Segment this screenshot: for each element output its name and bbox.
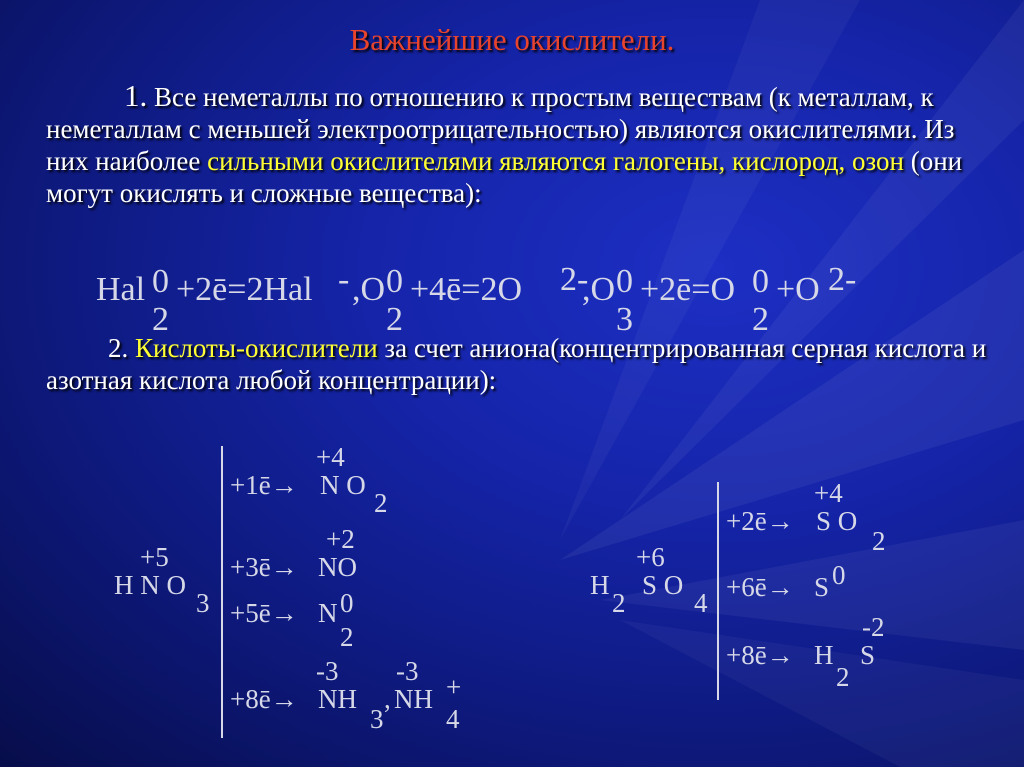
formula-sup: 0 bbox=[616, 263, 633, 300]
nitric-row1-ox: +4 bbox=[316, 442, 345, 472]
formula-sup: 0 bbox=[152, 263, 169, 300]
nitric-acid-scheme bbox=[114, 442, 461, 738]
nitric-row4-sub: 3 bbox=[370, 704, 384, 734]
nitric-row3-product: N bbox=[318, 598, 338, 628]
sulfuric-row3-product2: S bbox=[860, 640, 876, 670]
nitric-row4-sep: , bbox=[384, 684, 391, 714]
nitric-row3-electrons: +5ē→ bbox=[230, 598, 298, 628]
sulfuric-row2-product: S bbox=[814, 572, 830, 602]
formula-text: +2ē=O bbox=[640, 271, 735, 308]
nitric-row4-ox2: -3 bbox=[396, 656, 419, 686]
sulfuric-row3-product: H bbox=[814, 640, 834, 670]
paragraph-text: Все неметаллы по отношению к простым веществам (к металлам, к неметаллам с меньшей электроотрицательностью) являются окислителями. Из них наиболее bbox=[46, 82, 955, 176]
formula-text: ,O bbox=[352, 271, 386, 308]
nitric-sub: 3 bbox=[196, 588, 210, 618]
formula-text: +O bbox=[776, 271, 820, 308]
highlight-strong-oxidizers: сильными окислителями являются галогены, кислород, озон bbox=[207, 146, 904, 176]
nitric-row3-sub: 2 bbox=[340, 622, 354, 652]
formula-text: +4ē=2O bbox=[410, 271, 522, 308]
nitric-row2-electrons: +3ē→ bbox=[230, 552, 298, 582]
nitric-row4-product: NH bbox=[318, 684, 357, 714]
nitric-row4-electrons: +8ē→ bbox=[230, 684, 298, 714]
paragraph-number: 2. bbox=[108, 333, 135, 363]
highlight-acid-oxidizers: Кислоты-окислители bbox=[135, 333, 378, 363]
formula-sub: 2 bbox=[152, 301, 169, 338]
formula-charge: - bbox=[338, 261, 350, 298]
sulfuric-sub2: 2 bbox=[612, 588, 626, 618]
nitric-row4-ox: -3 bbox=[316, 656, 339, 686]
formula-sub: 2 bbox=[386, 301, 403, 338]
nitric-row1-product: N O bbox=[320, 470, 366, 500]
formula-sup: 0 bbox=[386, 263, 403, 300]
sulfuric-so: S O bbox=[642, 570, 684, 600]
nitric-row1-sub: 2 bbox=[374, 488, 388, 518]
sulfuric-row3-sub: 2 bbox=[836, 662, 850, 692]
nitric-row3-ox: 0 bbox=[340, 588, 354, 618]
sulfuric-row2-ox: 0 bbox=[832, 560, 846, 590]
formula-sub: 2 bbox=[752, 301, 769, 338]
nitric-row4-product2: NH bbox=[394, 684, 433, 714]
sulfuric-ox: +6 bbox=[636, 542, 665, 572]
formula-text: ,O bbox=[582, 271, 616, 308]
nitric-formula: H N O bbox=[114, 570, 186, 600]
nitric-row2-product: NO bbox=[318, 552, 357, 582]
paragraph-text-end: (они могут окислять и сложные вещества): bbox=[46, 146, 963, 208]
sulfuric-row1-electrons: +2ē→ bbox=[726, 506, 794, 536]
paragraph-text: за счет аниона(концентрированная серная кислота и азотная кислота любой концентрации): bbox=[46, 333, 987, 395]
formula-hal: Hal bbox=[96, 271, 146, 308]
sulfuric-row1-product: S O bbox=[816, 506, 858, 536]
nitric-ox: +5 bbox=[140, 542, 169, 572]
sulfuric-row3-ox: -2 bbox=[862, 612, 885, 642]
formula-charge: 2- bbox=[828, 261, 857, 298]
sulfuric-row1-sub: 2 bbox=[872, 526, 886, 556]
nitric-row4-charge: + bbox=[446, 672, 462, 702]
formula-charge: 2- bbox=[560, 261, 589, 298]
nitric-row1-electrons: +1ē→ bbox=[230, 470, 298, 500]
sulfuric-sub4: 4 bbox=[694, 588, 708, 618]
sulfuric-row3-electrons: +8ē→ bbox=[726, 640, 794, 670]
paragraph-number: 1. bbox=[124, 78, 148, 113]
sulfuric-acid-scheme bbox=[590, 478, 886, 700]
sulfuric-row1-ox: +4 bbox=[814, 478, 843, 508]
nitric-row4-sub2: 4 bbox=[446, 704, 460, 734]
sulfuric-h: H bbox=[590, 570, 610, 600]
sulfuric-row2-electrons: +6ē→ bbox=[726, 572, 794, 602]
formula-sup: 0 bbox=[752, 263, 769, 300]
nitric-row2-ox: +2 bbox=[326, 524, 355, 554]
formula-sub: 3 bbox=[616, 301, 633, 338]
formula-text: +2ē=2Hal bbox=[176, 271, 313, 308]
slide-title: Важнейшие окислители. bbox=[349, 22, 675, 57]
